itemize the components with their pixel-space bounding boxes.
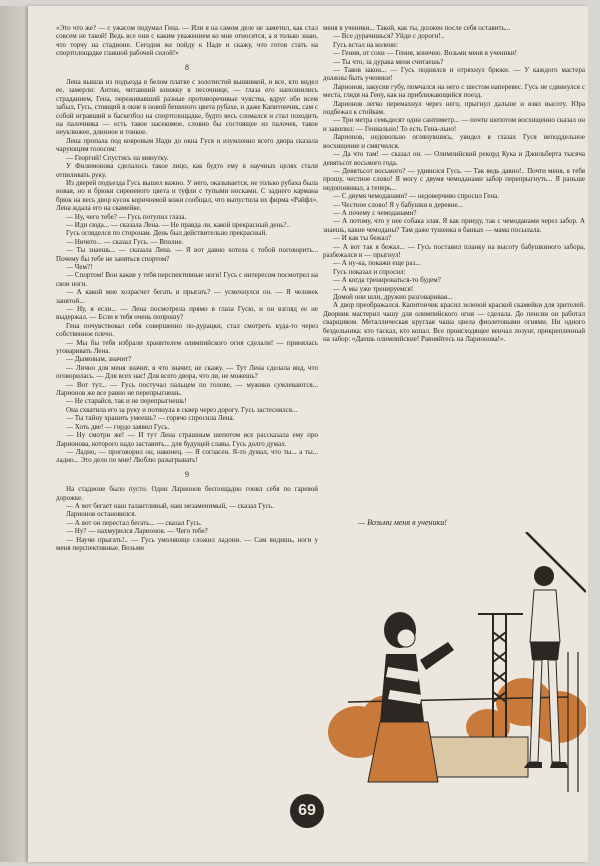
left-column <box>56 24 318 552</box>
paragraph: Гусь показал и спросил: <box>333 267 406 276</box>
paragraph: Гена почувствовал себя совершенно по-дурацки, стал смотреть куда-то через собственное плечо. <box>56 321 318 339</box>
paragraph: Домой они шли, дружно разговаривая... <box>333 293 453 301</box>
paragraph: — А ну-ка, покажи еще раз... <box>333 259 421 268</box>
paragraph: — Лично для меня значит, я что значит, не скажу. — Тут Лена сделала вид, что оговорилась. — Для всех нас! Для всего двора, что ли, не можешь? <box>56 363 318 381</box>
paragraph: — Ничего... — сказал Гусь. — Вполне. <box>66 237 184 246</box>
paragraph: — Чем?! <box>66 262 93 271</box>
paragraph: — Георгий! Спустись на минутку. <box>66 153 169 162</box>
paragraph: — Вот тут... — Гусь постучал пальцем по голове, — мужики сумлеваются... Ларионов же все равно не перепрыгнешь. <box>56 380 318 398</box>
paragraph: — Девятьсот восьмого? — удивился Гусь. — Так ведь давно!.. Почти меня, я тебя прошу, честное слово! Я могу с двумя чемоданами забор перепрыгнуть... Я раньше недопонимал, а теперь... <box>323 166 585 192</box>
paragraph: — И как ты бежал? <box>333 234 392 243</box>
paragraph: Лена пропала под ковровым Нади до окна Гуся и изумленно всего двора сказала чарующим голосом: <box>56 136 318 154</box>
paragraph: Гусь огляделся по сторонам. День был действительно прекрасный. <box>66 229 268 238</box>
paragraph: — Не старайся, так и не перепрыгнешь! <box>66 397 187 406</box>
paragraph: — А когда тренироваться-то будем? <box>333 276 441 285</box>
paragraph: — Ладно, — проговорил он, наконец. — Я согласен. Я-то думал, что ты... а ты... ладно... Это дело по мне! Люблю разыгрывать! <box>56 447 318 465</box>
paragraph: — А почему с чемоданами? <box>333 208 417 217</box>
paragraph: Лена вышла из подъезда в белом платке с золотистой вышивкой, и все, кто видел ее, замерли: Антон, читавший книжку в песочнице, — глаза его наполнились страданием, Гена, переживавший разные противоречивые чувства, вдруг обо всем забыл, Гусь, стоящий в окне в новой бешеного цвета рубахе, и даже Капитончик, сам с собой игравший в баскетбол на спортплощадке, будто весь сломался и стал походить на палочника — есть такое насекомое, словно бы состоящее из палочек, такое неуклюжее, длинное и тонкое. <box>56 78 318 137</box>
paragraph: — Научи прыгать!.. — Гусь умоляюще сложил ладони. — Сам видишь, ноги у меня перспективные. Возьми <box>56 535 318 552</box>
paragraph: Ларионов, недовольно оглянувшись, увидел в глазах Гуся неподдельное восхищение и смягчился. <box>323 133 585 150</box>
paragraph: А двор преображался. Капитончик красил зеленой краской скамейки для зрителей. Дворник мастерил чашу для олимпийского огня — сделала. До пенсии он работал сварщиком. Металлическая круглая чаша цвела фиолетовыми огнями. Ни одного бездельника: кто таскал, кто копал. Все происходящее венчал лозунг, прикрепленный на забор: «Даешь олимпийские! Равняйтесь на Ларионова!». <box>323 301 585 344</box>
paragraph: Ларионов, закусив губу, помчался на него с шестом наперевес. Гусь не сдвинулся с места, глядя на Гену, как на приближающийся поезд. <box>323 82 585 100</box>
paragraph: — А какой мне хозрасчет бегать и прыгать? — усмехнулся он. — Я человек занятой... <box>56 288 318 305</box>
paragraph: Ларионов легко перемахнул через него, прыгнул дальше и взял высоту. Юра подбежал к стойкам. <box>323 99 585 117</box>
chapter-number: 8 <box>185 62 189 72</box>
chapter-number: 9 <box>185 469 189 479</box>
paragraph: — Ну, чего тебе? — Гусь потупил глаза. <box>66 212 187 221</box>
paragraph: — Дымовым, значит? <box>66 355 132 364</box>
paragraph: — Ты тайну хранить умеешь? — горячо спросила Лена. <box>66 414 235 423</box>
right-column <box>323 24 585 343</box>
paragraph: — Мы бы тебя избрали хранителем олимпийского огня сделали! — принялась уговаривать Лена. <box>56 338 318 356</box>
paragraph: — Все дурачишься? Уйди с дороги!.. <box>333 32 445 41</box>
paragraph: — Спортом! Вон какие у тебя перспективные ноги! Гусь с интересом посмотрел на свои ноги. <box>56 271 318 288</box>
page-number: 69 <box>290 794 324 828</box>
paragraph: На стадионе было пусто. Один Ларионов беспощадно гонял себя по гаревой дорожке. <box>56 485 318 502</box>
paragraph: — Да что там! — сказал он. — Олимпийский рекорд Кука и Джильберта тысяча девятьсот восьмого года. <box>323 150 585 167</box>
illustration <box>328 532 586 852</box>
paragraph: — Ну смотри же! — И тут Лена страшным шепотом все рассказала ему про Ларионова, которого надо заставить... для будущей славы. Гусь долго думал. <box>56 431 318 448</box>
paragraph: — А вот он перестал бегать... — сказал Гусь. <box>66 518 202 527</box>
paragraph: — А вот бегает наш талантливый, наш незаменимый, — сказал Гусь. <box>66 501 274 510</box>
paragraph: Она схватила его за руку и потянула в сквер через дорогу. Гусь застеснялся... <box>66 405 298 414</box>
paragraph: — А мы уже тренируемся! <box>333 284 414 293</box>
paragraph: — С двумя чемоданами? — недоверчиво спросил Гена. <box>333 192 500 201</box>
paragraph: — Иди сюда... — сказала Лена. — Не правда ли, какой прекрасный день?.. <box>66 220 291 229</box>
paragraph: — А вот так я бежал... — Гусь поставил планку на высоту бабушкиного забора, разбежался и — прыгнул! <box>323 242 585 259</box>
book-spine <box>0 6 28 862</box>
paragraph: — Три метра семьдесят один сантиметр... — почти шепотом восхищенно сказал он и завопил: — Гениально! То есть Гена-льно! <box>323 116 585 133</box>
paragraph: — Ты что, за дурака меня считаешь? <box>333 57 444 66</box>
paragraph: — Хоть две! — гордо заявил Гусь. <box>66 422 170 431</box>
paragraph: — А потому, что у нее собака злая. Я как приеду, так с чемоданами через забор. А знаешь, какие чемоданы? Там даже тушенка в банках — мама посылала. <box>323 217 585 234</box>
paragraph: «Это что же? — с ужасом подумал Гена. — Или я на самом деле не заметил, как стал совсем не такой! Ведь все они с каким уважением ко мне относятся, а я только знаю, что торчу на стадионе. Сегодня же пойду к Наде и скажу, что готов стать на спортплощадке главной рабочей силой!» <box>56 24 318 58</box>
paragraph: меня в ученики... Такой, как ты, должен после себя оставить... <box>323 24 511 32</box>
paragraph: — Гения, от сохи — Гения, конечно. Возьми меня в ученики! <box>333 49 517 58</box>
illustration-caption: — Возьми меня в ученики! <box>358 518 447 527</box>
paragraph: У Филимонова сделалось такое лицо, как будто ему в научных целях стали отпиливать руку. <box>56 162 318 179</box>
paragraph: Ларионов остановился. <box>66 510 137 519</box>
paragraph: — Ну? — нахмурился Ларионов. — Чего тебе? <box>66 527 208 536</box>
paragraph: Гусь встал на колени: <box>333 40 398 49</box>
paragraph: Из дверей подъезда Гусь вышел важно. У него, оказывается, не только рубаха была новая, но и брюки сиреневого цвета и туфли с тупыми носками. С заднего кармана брюк на весь двор кусок коричневой кожи сообщал, что выпустила их фирма «Райфл». Лена ждала его на скамейке. <box>56 178 318 213</box>
paragraph: — Ну, я если... — Лена посмотрела прямо в глаза Гусю, и он взгляд ее не выдержал. — Если я тебя очень попрошу? <box>56 305 318 322</box>
paragraph: — Честное слово! Я у бабушки в деревне... <box>333 200 463 209</box>
book-page <box>28 6 588 862</box>
paragraph: — Таков закон... — Гусь поднялся и отряхнул брюки. — У каждого мастера должны быть ученики! <box>323 66 585 83</box>
paragraph: — Ты знаешь... — сказала Лена. — Я вот давно хотела с тобой поговорить... Почему бы тебе не заняться спортом? <box>56 246 318 263</box>
